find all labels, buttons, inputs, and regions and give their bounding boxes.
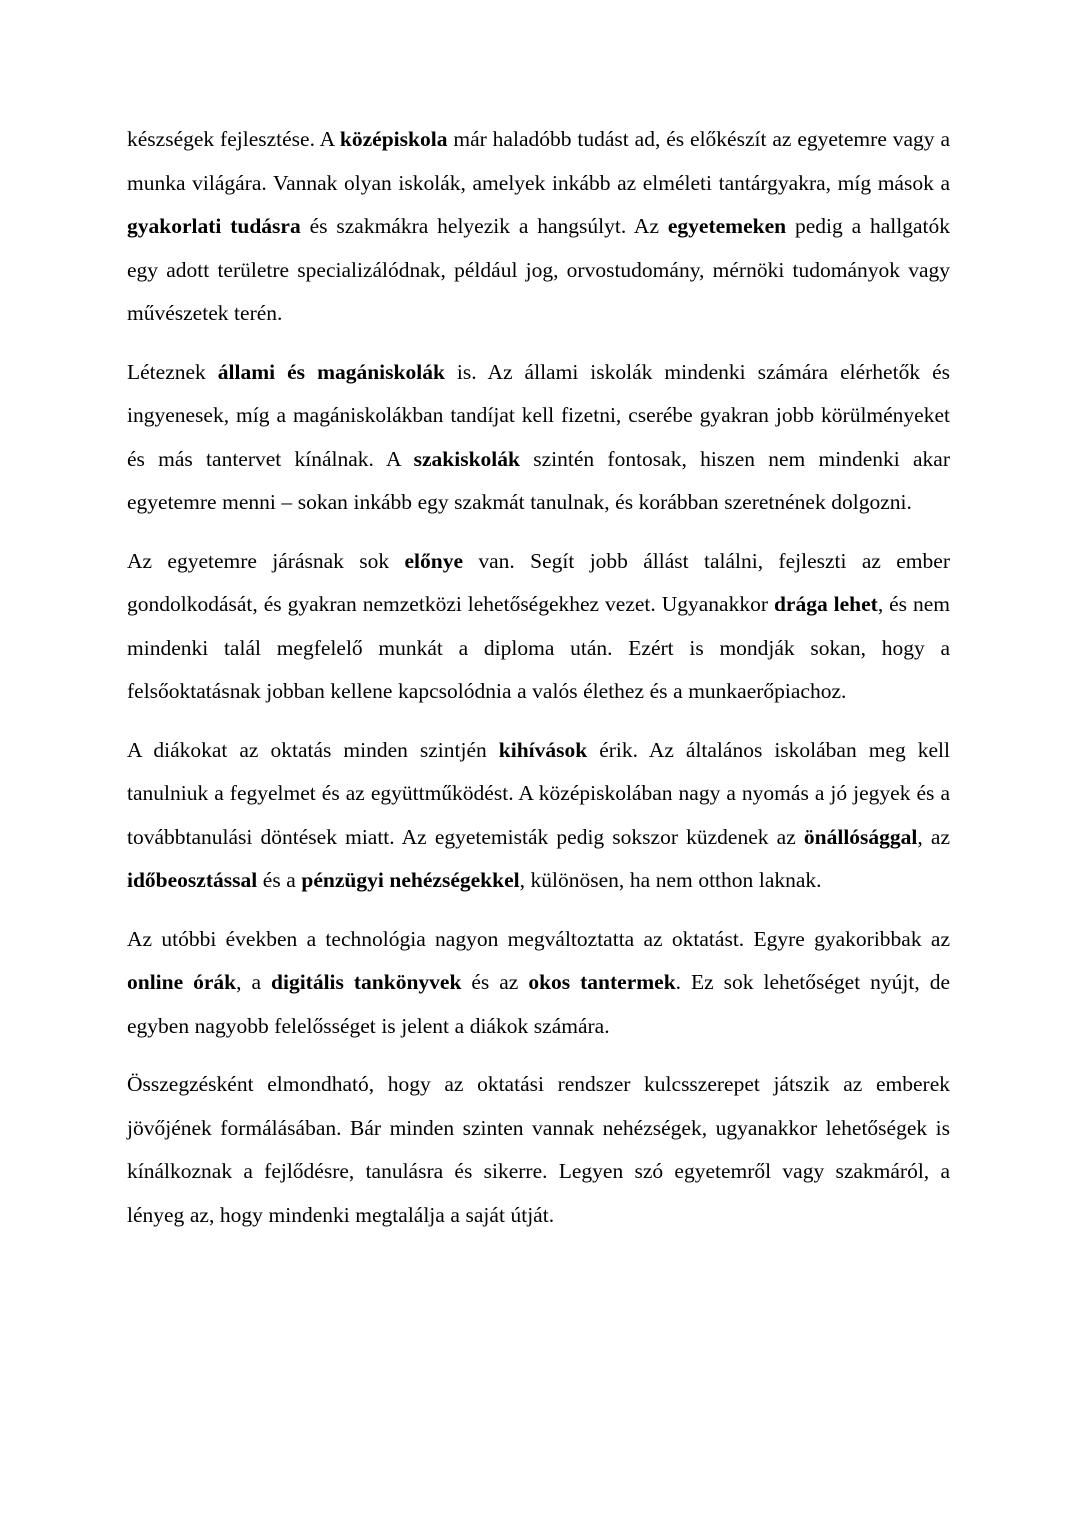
body-text: már haladóbb tudást ad, és előkészít az egyetemre vagy a munka világára. Vannak olyan iskolák, amelyek inkább az elméleti tantárgyakra, míg mások a	[127, 127, 950, 195]
document-text-body	[127, 118, 950, 1237]
paragraph-2	[127, 351, 950, 525]
body-text: Léteznek	[127, 359, 218, 384]
emphasis-text: állami és magániskolák	[217, 359, 445, 384]
emphasis-text: online órák	[127, 970, 237, 994]
body-text: , az	[917, 824, 950, 849]
emphasis-text: pénzügyi nehézségekkel	[301, 868, 520, 892]
body-text: és az	[461, 970, 529, 994]
body-text: Az egyetemre járásnak sok	[127, 548, 405, 573]
body-text: , különösen, ha nem otthon laknak.	[519, 868, 822, 892]
body-text: van. Segít jobb állást találni, fejleszti az ember gondolkodását, és gyakran nemzetközi lehetőségekhez vezet. Ugyanakkor	[127, 548, 950, 616]
emphasis-text: önállósággal	[803, 824, 918, 849]
paragraph-3	[127, 540, 950, 714]
emphasis-text: egyetemeken	[667, 214, 787, 238]
emphasis-text: kihívások	[498, 737, 588, 762]
emphasis-text: időbeosztással	[127, 868, 258, 892]
paragraph-1	[127, 118, 950, 336]
body-text: szintén fontosak, hiszen nem mindenki akar egyetemre menni – sokan inkább egy szakmát tanulnak, és korábban szeretnének dolgozni.	[127, 446, 951, 514]
body-text: pedig a hallgatók egy adott területre specializálódnak, például jog, orvostudomány, mérnöki tudományok vagy művészetek terén.	[127, 214, 950, 325]
emphasis-text: szakiskolák	[413, 446, 520, 471]
body-text: és a	[257, 868, 302, 892]
emphasis-text: okos tantermek	[528, 970, 676, 994]
body-text: is. Az állami iskolák mindenki számára elérhetők és ingyenesek, míg a magániskolákban tandíjat kell fizetni, cserébe gyakran jobb körülményeket és más tantervet kínálnak. A	[127, 359, 950, 471]
paragraph-5	[127, 918, 950, 1049]
body-text: , és nem mindenki talál megfelelő munkát a diploma után. Ezért is mondják sokan, hogy a felsőoktatásnak jobban kellene kapcsolódnia a valós élethez és a munkaerőpiachoz.	[127, 592, 950, 703]
body-text: . Ez sok lehetőséget nyújt, de egyben nagyobb felelősséget is jelent a diákok számára.	[127, 970, 951, 1038]
emphasis-text: drága lehet	[773, 592, 878, 616]
body-text: érik. Az általános iskolában meg kell tanulniuk a fegyelmet és az együttműködést. A középiskolában nagy a nyomás a jó jegyek és a továbbtanulási döntések miatt. Az egyetemisták pedig sokszor küzdenek az	[127, 737, 950, 849]
emphasis-text: gyakorlati tudásra	[127, 214, 301, 238]
body-text: A diákokat az oktatás minden szintjén	[127, 737, 499, 762]
body-text: Összegzésként elmondható, hogy az oktatási rendszer kulcsszerepet játszik az emberek jövőjének formálásában. Bár minden szinten vannak nehézségek, ugyanakkor lehetőségek is kínálkoznak a fejlődésre, tanulásra és sikerre. Legyen szó egyetemről vagy szakmáról, a lényeg az, hogy mindenki megtalálja a saját útját.	[127, 1072, 950, 1227]
paragraph-4	[127, 729, 950, 903]
body-text: Az utóbbi években a technológia nagyon megváltoztatta az oktatást. Egyre gyakoribbak az	[127, 926, 950, 951]
body-text: , a	[236, 970, 272, 994]
body-text: és szakmákra helyezik a hangsúlyt. Az	[300, 214, 668, 238]
emphasis-text: középiskola	[339, 127, 448, 151]
emphasis-text: előnye	[404, 548, 464, 573]
emphasis-text: digitális tankönyvek	[271, 970, 462, 994]
body-text: készségek fejlesztése. A	[127, 127, 340, 151]
paragraph-6	[127, 1063, 950, 1237]
